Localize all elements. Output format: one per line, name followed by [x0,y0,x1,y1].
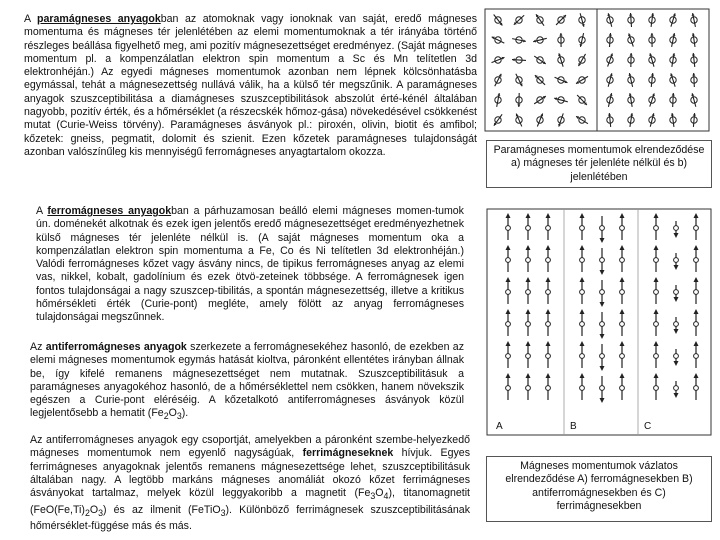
formula-end: ). [181,407,189,420]
atom [694,258,699,263]
atom [600,290,605,295]
ferri-text-a: Az antiferromágneses anyagok egy csoportját, amelyekben a páronként szembe-helyezkedő mágneses momentumok nem egyenlő nagyságúak, [30,434,470,460]
ferromagnetic-term: ferromágneses anyagok [47,205,172,217]
atom [654,290,659,295]
atom [580,290,585,295]
atom [694,322,699,327]
subscript: 2 [84,507,90,518]
atom [506,226,511,231]
atom [506,322,511,327]
panel-label: B [570,421,577,432]
atom [654,226,659,231]
atom [620,258,625,263]
atom [620,322,625,327]
panel-label: C [644,421,652,432]
atom [580,258,585,263]
atom [620,290,625,295]
paramagnetic-term: paramágneses anyagok [37,13,161,25]
paramagnetic-paragraph: A paramágneses anyagokban az atomoknak vagy ionoknak van saját, eredő mágneses momentuma és mágneses tér jelenlétében az elemi momentumoknak a tér irányába történő részleges beállása figyelhető meg, ami pozitív mágnesezettséget eredményez. (Saját mágneses momentum pl. a kompenzálatlan elektron spin momentum a Sc és Mn telítetlen 3d elektronhéján.) Az egyedi mágneses momentumok azonban nem lépnek kölcsönhatásba egymással, tehát a mágnesezettség nullává válik, ha a külső tér megszűnik. A paramágneses anyagok szuszceptibilitása a diamágneses szuszceptibilitások abszolút érté-kénél általában nagyobb, pozitív érték, és a hőmérséklet (a részecskék hőmoz-gása) növekedésével csökkenést mutat (Curie-Weiss törvény). Paramágneses ásványok pl.: piroxén, olivin, biotit és amfibol; kőzetek: gneiss, pegmatit, dolomit és szienit. Ezen kőzetek paramágneses tulajdonságát azonban valószínűleg kis mennyiségű ferromágneses anyagtartalom okozza. [24,13,477,158]
antiferromagnetic-paragraph [30,341,464,424]
formula-part: O [168,407,177,420]
atom [526,258,531,263]
atom [546,226,551,231]
atom [620,386,625,391]
atom [506,386,511,391]
atom [654,258,659,263]
atom [526,290,531,295]
atom [526,386,531,391]
subscript: 2 [163,411,169,422]
ferrimagnetic-term: ferrimágneseknek [302,447,394,460]
ferri-text-g: ). Különböző ferrimágnesek szuszceptibilitásának hőmérséklet-függése más és más. [30,503,470,532]
atom [694,386,699,391]
atom [546,258,551,263]
subscript: 3 [220,507,226,518]
subscript: 3 [176,411,182,422]
atom [526,322,531,327]
figure2-caption: Mágneses momentumok vázlatos elrendeződése A) ferromágnesekben B) antiferromágnesekben és C) ferrimágnesekben [486,456,712,522]
antiferro-text: szerkezete a ferromágnesekéhez hasonló, de ezekben az elemi mágneses momentumok egymás hatását kioltva, páronként ellentétes irányban állnak be, így kifelé remanens mágnesezettséget nem mutatnak. Szuszceptibilitásuk a paramágneses anyagokéhoz hasonló, de a hőmérséklettel nem csökken, hanem növekszik egészen a Curie-pont eléréséig. A kőzetalkotó antiferromágneses ásványok közül legjelentősebb a hematit (Fe [30,341,464,420]
atom [674,258,679,263]
atom [620,226,625,231]
atom [654,322,659,327]
atom [580,322,585,327]
atom [600,258,605,263]
paramagnetic-text: ban az atomoknak vagy ionoknak van saját, eredő mágneses momentuma és mágneses tér jelenlétében az elemi momentumoknak a tér irányába történő részleges beállása figyelhető meg, ami pozitív mágnesezettséget eredményez. (Saját mágneses momentum pl. a kompenzálatlan elektron spin momentum a Sc és Mn telítetlen 3d elektronhéján.) Az egyedi mágneses momentumok azonban nem lépnek kölcsönhatásba egymással, tehát a mágnesezettség nullává válik, ha a külső tér megszűnik. A paramágneses anyagok szuszceptibilitása a diamágneses szuszceptibilitások abszolút érté-kénél általában nagyobb, pozitív érték, és a hőmérséklet (a részecskék hőmoz-gása) növekedésével csökkenést mutat (Curie-Weiss törvény). Paramágneses ásványok pl.: piroxén, olivin, biotit és amfibol; kőzetek: gneiss, pegmatit, dolomit és szienit. Ezen kőzetek paramágneses tulajdonságát azonban valószínűleg kis mennyiségű ferromágneses anyagtartalom okozza. [24,13,477,158]
magnetic-moments-figure [486,208,712,436]
atom [654,354,659,359]
atom [694,226,699,231]
atom [506,258,511,263]
atom [600,354,605,359]
ferri-text-d: ), titanomagnetit (FeO(Fe,Ti) [30,487,470,516]
atom [674,386,679,391]
atom [654,386,659,391]
atom [694,354,699,359]
atom [506,354,511,359]
atom [674,226,679,231]
atom [580,226,585,231]
subscript: 3 [98,507,104,518]
atom [546,290,551,295]
antiferromagnetic-term: antiferromágneses anyagok [45,341,187,353]
atom [620,354,625,359]
atom [694,290,699,295]
atom [674,290,679,295]
atom [546,322,551,327]
atom [580,354,585,359]
antiferro-lead: Az [30,341,46,353]
atom [506,290,511,295]
atom [600,226,605,231]
atom [674,322,679,327]
ferromagnetic-text: ban a párhuzamosan beálló elemi mágneses momen-tumok ún. doménekét alkotnak és ezek igen jelentős eredő mágnesezettséget eredményezhetnek külső mágneses tér jelenléte nélkül is. (A saját mágneses momentum oka a kompenzálatlan elektron spin momentuma a Fe, Co és Ni telítetlen 3d elektronhéján.) Valódi ferromágneses kőzet vagy ásvány nincs, de tipikus ferromágneses anyag az elemi vas, nikkel, kobalt, gadolínium és ezek ötvö-zeteinek többsége. A ferromágnesek igen fontos tulajdonságai a nagy szuszcep-tibilitás, a spontán mágnesezettség, illetve a kritikus hőmérsékleti érték (Curie-pont) megléte, amely fölött az anyag ferromágneses tulajdonságai megszűnnek. [36,205,464,324]
ferromagnetic-paragraph: A ferromágneses anyagokban a párhuzamosan beálló elemi mágneses momen-tumok ún. doménekét alkotnak és ezek igen jelentős eredő mágnesezettséget eredményezhetnek külső mágneses tér jelenléte nélkül is. (A saját mágneses momentum oka a kompenzálatlan elektron spin momentuma a Fe, Co és Ni telítetlen 3d elektronhéján.) Valódi ferromágneses kőzet vagy ásvány nincs, de tipikus ferromágneses anyag az elemi vas, nikkel, kobalt, gadolínium és ezek ötvö-zeteinek többsége. A ferromágnesek igen fontos tulajdonságai a nagy szuszcep-tibilitás, a spontán mágnesezettség, illetve a kritikus hőmérsékleti érték (Curie-pont) megléte, amely fölött az anyag ferromágneses tulajdonságai megszűnnek. [36,205,464,324]
subscript: 3 [370,491,376,502]
formula-part: O [375,487,384,500]
paramagnetic-moments-figure [484,8,710,132]
atom [546,354,551,359]
ferri-text-f: ) és az ilmenit (FeTiO [103,503,221,516]
atom [600,386,605,391]
subscript: 4 [383,491,389,502]
ferrimagnetic-paragraph [30,434,470,533]
panel-label: A [496,421,503,432]
atom [674,354,679,359]
atom [546,386,551,391]
formula-part: O [89,503,99,516]
atom [580,386,585,391]
atom [600,322,605,327]
atom [526,226,531,231]
ferri-text-b: hívjuk. Egyes ferrimágneses anyagoknak jelentős remanens mágnesezettsége lehet, szuszceptibilitásuk általában nagy. A legtöbb markáns mágneses anomáliát okozó kőzet ferrimágneses ásványokat tartalmaz, melyek közül leggyakoribb a magnetit (Fe [30,447,470,500]
figure1-caption: Paramágneses momentumok elrendeződése a) mágneses tér jelenléte nélkül és b) jelenlétében [486,140,712,188]
atom [526,354,531,359]
